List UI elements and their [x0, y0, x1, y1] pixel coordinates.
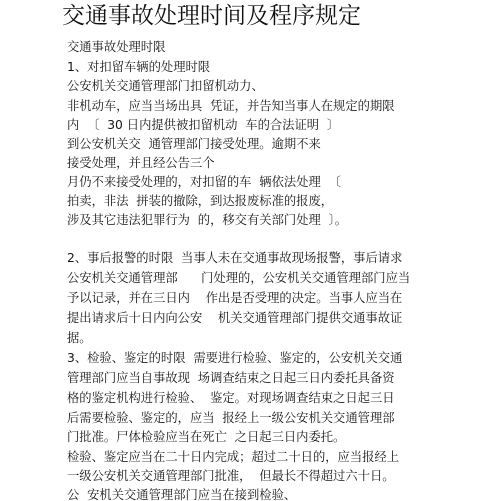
text-line: 拍卖，非法 拼装的撤除，到达报废标准的报废，	[67, 194, 334, 208]
text-line: 公安机关交通管理部 门处理的，公安机关交通管理部门应当	[67, 271, 411, 285]
document-title: 交通事故处理时间及程序规定	[62, 3, 361, 29]
text-line: 到公安机关交 通管理部门接受处理。逾期不来	[67, 137, 321, 151]
text-line: 公 安机关交通管理部门应当在接到检验、	[67, 488, 297, 501]
text-line: 月仍不来接受处理的，对扣留的车 辆依法处理 〔	[67, 175, 341, 189]
text-line: 检验、鉴定应当在二十日内完成；超过二十日的，应当报经上	[67, 450, 400, 464]
text-line: 据。	[67, 331, 92, 345]
text-line: 涉及其它违法犯罪行为 的，移交有关部门处理 〕。	[67, 213, 348, 227]
text-line: 接受处理，并且经公告三个	[67, 156, 215, 170]
text-line: 提出请求后十日内向公安 机关交通管理部门提供交通事故证	[67, 311, 403, 325]
text-line: 管理部门应当自事故现 场调查结束之日起三日内委托具备资	[67, 371, 395, 385]
text-line: 门批准。尸体检验应当在死亡 之日起三日内委托。	[67, 430, 346, 444]
text-line: 交通事故处理时限	[67, 40, 166, 54]
text-line: 格的鉴定机构进行检验、 鉴定。对现场调查结束之日起三日	[67, 391, 395, 405]
text-line: 公安机关交通管理部门扣留机动力、	[67, 79, 264, 93]
text-line: 一级公安机关交通管理部门批准， 但最长不得超过六十日。	[67, 469, 395, 483]
text-line: 2、事后报警的时限 当事人未在交通事故现场报警，事后请求	[67, 251, 403, 265]
text-line: 1、对扣留车辆的处理时限	[67, 60, 211, 74]
text-line: 予以记录，并在三日内 作出是否受理的决定。当事人应当在	[67, 291, 403, 305]
text-line: 非机动车，应当当场出具 凭证，并告知当事人在规定的期限	[67, 99, 395, 113]
text-line: 后需要检验、鉴定的，应当 报经上一级公安机关交通管理部	[67, 411, 395, 425]
text-line: 内 〔 30 日内提供被扣留机动 车的合法证明 〕	[67, 118, 340, 132]
text-line: 3、检验、鉴定的时限 需要进行检验、鉴定的，公安机关交通	[67, 351, 403, 365]
